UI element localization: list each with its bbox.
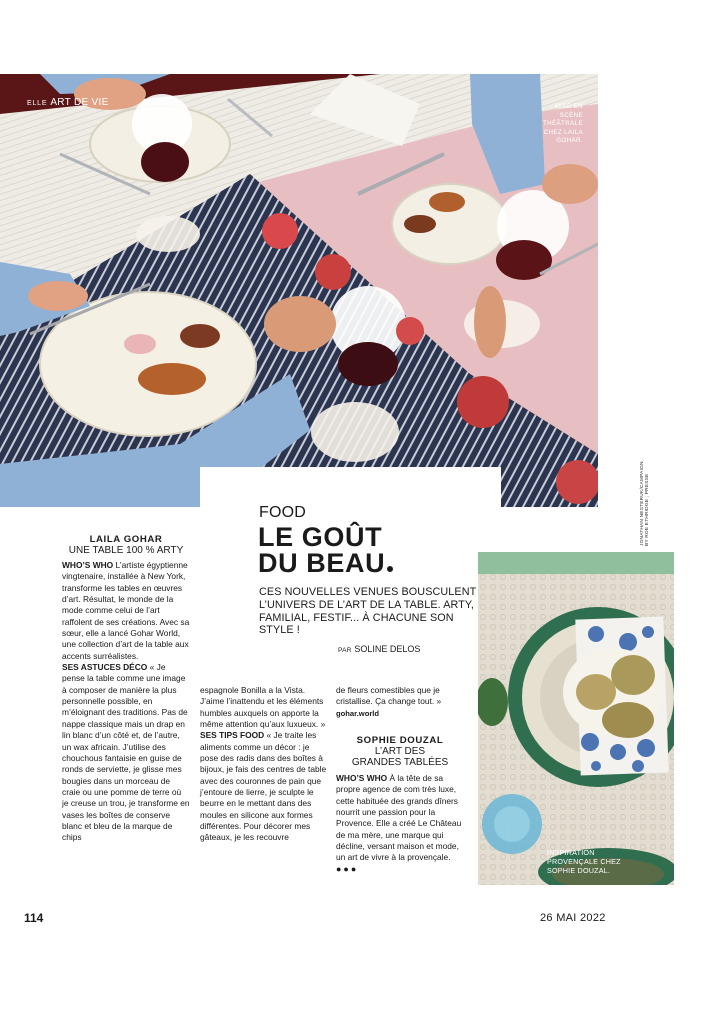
credit-line: JONATHAN NESTERUK/CAMPAIGN [640,461,645,546]
douzal-subtitle: GRANDES TABLÉES [351,757,449,768]
byline-author: SOLINE DELOS [354,644,421,654]
hero-photo-caption [535,103,583,146]
douzal-whos-who-label: WHO’S WHO [336,773,388,783]
gohar-name: LAILA GOHAR [89,534,163,545]
headline [258,524,498,576]
rubric-label: ART DE VIE [50,97,109,108]
caption-line: INSPIRATION [547,848,595,857]
article-column-3b [336,773,464,875]
brand-label: ELLE [27,100,48,107]
tips-food-text: « Je traite les aliments comme un décor : je pose des radis dans des boîtes à bijoux, je fais des centres de table avec des couronnes de pain que j’entoure de lierre, je sculpte le beurre en le mettant dans des moules en silicone aux formes différentes. Pour décorer mes gâteaux, je les recouvre [200,730,327,843]
intro-text: CES NOUVELLES VENUES BOUSCULENT L’UNIVERS DE L’ART DE LA TABLE. ARTY, FAMILIAL, FESTIF... À CHACUNE SON STYLE ! [259,586,477,637]
article-column-2 [200,685,328,844]
tips-food-label: SES TIPS FOOD [200,730,265,741]
gohar-heading [62,534,190,556]
end-mark: ●●● [336,863,359,874]
title-cutout [200,467,501,508]
byline-prefix: PAR [338,647,352,654]
paragraph [200,730,328,843]
website-link[interactable]: gohar.world [336,708,380,718]
tips-deco-text: « Je pense la table comme une image à composer de manière la plus personnelle possible, en m’éloignant des traditions. Pas de nappe classique mais un drap en lin blanc d’un côté et, de l’autre, un wax africain. J’utilise des chouchous fantaisie en guise de ronds de serviette, je glisse mes bougies dans un morceau de craie ou une pomme de terre où je creuse un trou, je transforme en vases les boîtes de conserve blanc et bleu de la marque de chips [62,662,190,843]
photo-credit [640,456,649,546]
caption-line: GOHAR. [556,137,583,145]
headline-line: DU BEAU [258,548,386,578]
issue-date: 26 MAI 2022 [540,912,606,924]
caption-line: CHEZ LAILA [543,128,583,136]
caption-line: MISE EN [554,103,583,110]
douzal-heading [336,735,464,768]
paragraph: espagnole Bonilla a la Vista. J’aime l’inattendu et les éléments humbles auxquels on apporte la même attention qu’aux luxueux. » [200,685,326,730]
byline [338,644,420,654]
headline-dot [387,566,393,572]
section-label: FOOD [259,504,307,521]
caption-line: SOPHIE DOUZAL. [547,866,611,876]
side-photo [478,552,674,885]
page-number: 114 [24,911,44,925]
hero-photo [0,74,598,507]
whos-who-text: L’artiste égyptienne vingtenaire, installée à New York, transforme les tables en œuvres d’art. Résultat, le monde de la mode comme celui de l’art raffolent de ses créations. Avec sa sœur, elle a lancé Gohar World, une collection d’art de la table aux accents surréalistes. [62,560,190,661]
paragraph [62,662,190,844]
article-column-1 [62,560,190,844]
credit-line: BY ROE ETHRIDGE ; PRESSE [645,473,650,546]
caption-line: PROVENÇALE CHEZ [547,857,621,867]
article-column-3 [336,685,464,719]
douzal-whos-who-text: À la tête de sa propre agence de com très luxe, cette habituée des grands dîners nourrit une passion pour la Provence. Elle a créé Le Château de ma mère, une marque qui décline, versant maison et mode, un art de vivre à la provençale. [336,773,462,863]
gohar-subtitle: UNE TABLE 100 % ARTY [68,545,184,556]
whos-who-label: WHO’S WHO [62,560,114,570]
section-rubric [27,97,109,108]
douzal-name: SOPHIE DOUZAL [356,735,444,746]
paragraph [62,560,190,662]
headline-line: LE GOÛT [258,522,383,552]
side-photo-caption [547,848,642,876]
paragraph: de fleurs comestibles que je cristallise. Ça change tout. » [336,685,442,707]
paragraph [336,773,464,875]
caption-line: THÉÂTRALE [542,120,583,128]
tips-deco-label: SES ASTUCES DÉCO [62,662,148,673]
douzal-subtitle: L’ART DES [374,746,426,757]
caption-line: SCÈNE [559,111,583,119]
